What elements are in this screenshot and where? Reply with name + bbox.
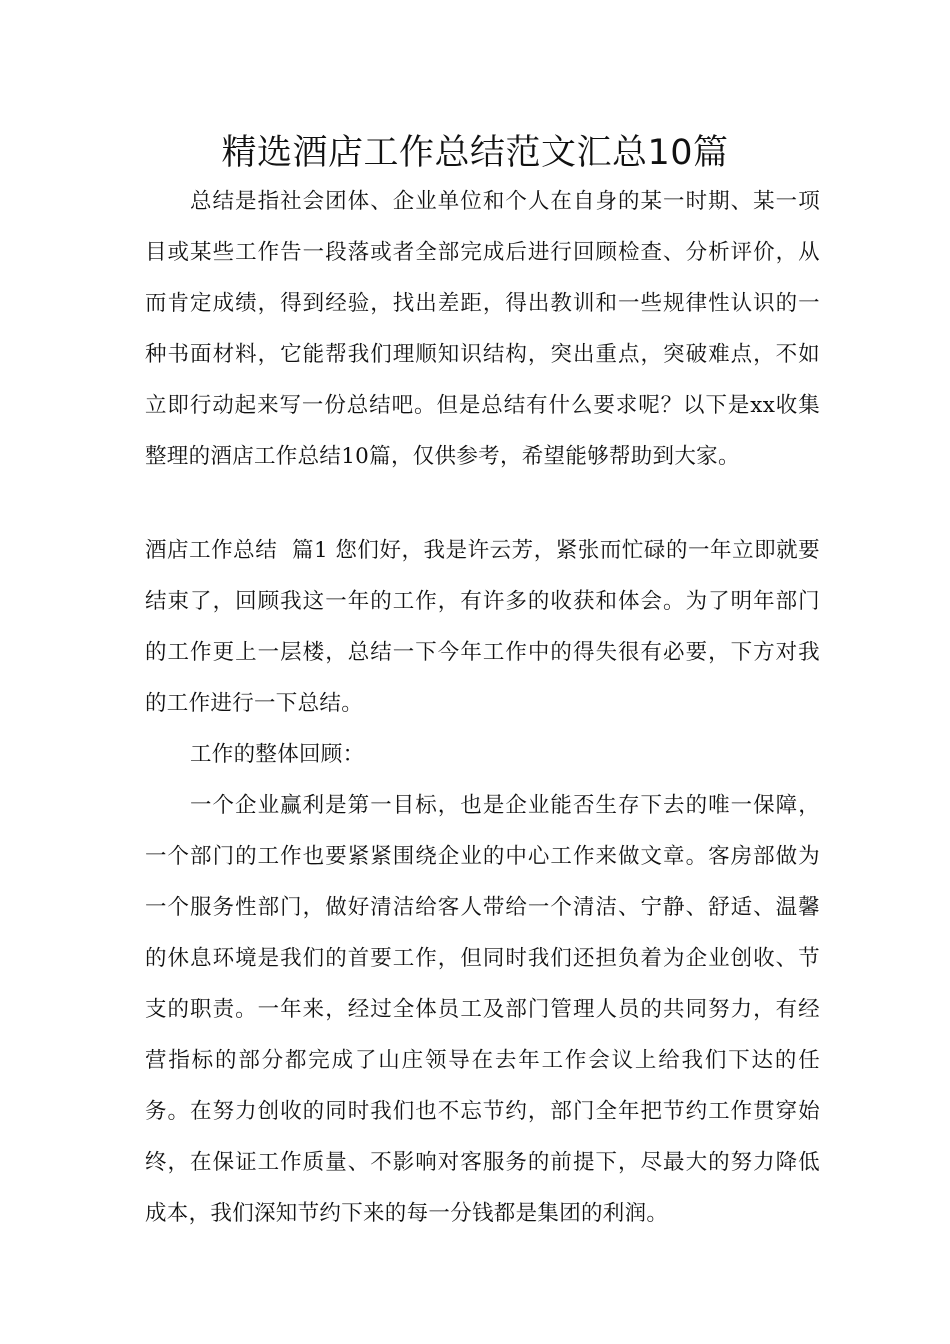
section-1-subheading: 工作的整体回顾：: [190, 742, 365, 767]
section-1: [145, 525, 820, 1239]
section-1-heading: 酒店工作总结 篇1: [145, 538, 328, 563]
intro-paragraph: 总结是指社会团体、企业单位和个人在自身的某一时期、某一项目或某些工作告一段落或者全部完成后进行回顾检查、分析评价，从而肯定成绩，得到经验，找出差距，得出教训和一些规律性认识的一种书面材料，它能帮我们理顺知识结构，突出重点，突破难点，不如立即行动起来写一份总结吧。但是总结有什么要求呢？以下是xx收集整理的酒店工作总结10篇，仅供参考，希望能够帮助到大家。: [145, 189, 820, 469]
section-1-opening-text: 您们好，我是许云芳，紧张而忙碌的一年立即就要结束了，回顾我这一年的工作，有许多的收获和体会。为了明年部门的工作更上一层楼，总结一下今年工作中的得失很有必要，下方对我的工作进行一下总结。: [145, 538, 820, 716]
section-1-opening: [145, 525, 820, 729]
document-title: 精选酒店工作总结范文汇总10篇: [221, 133, 729, 173]
section-1-paragraph: 一个企业赢利是第一目标，也是企业能否生存下去的唯一保障，一个部门的工作也要紧紧围绕企业的中心工作来做文章。客房部做为一个服务性部门，做好清洁给客人带给一个清洁、宁静、舒适、温馨的休息环境是我们的首要工作，但同时我们还担负着为企业创收、节支的职责。一年来，经过全体员工及部门管理人员的共同努力，有经营指标的部分都完成了山庄领导在去年工作会议上给我们下达的任务。在努力创收的同时我们也不忘节约，部门全年把节约工作贯穿始终，在保证工作质量、不影响对客服务的前提下，尽最大的努力降低成本，我们深知节约下来的每一分钱都是集团的利润。: [145, 793, 820, 1226]
